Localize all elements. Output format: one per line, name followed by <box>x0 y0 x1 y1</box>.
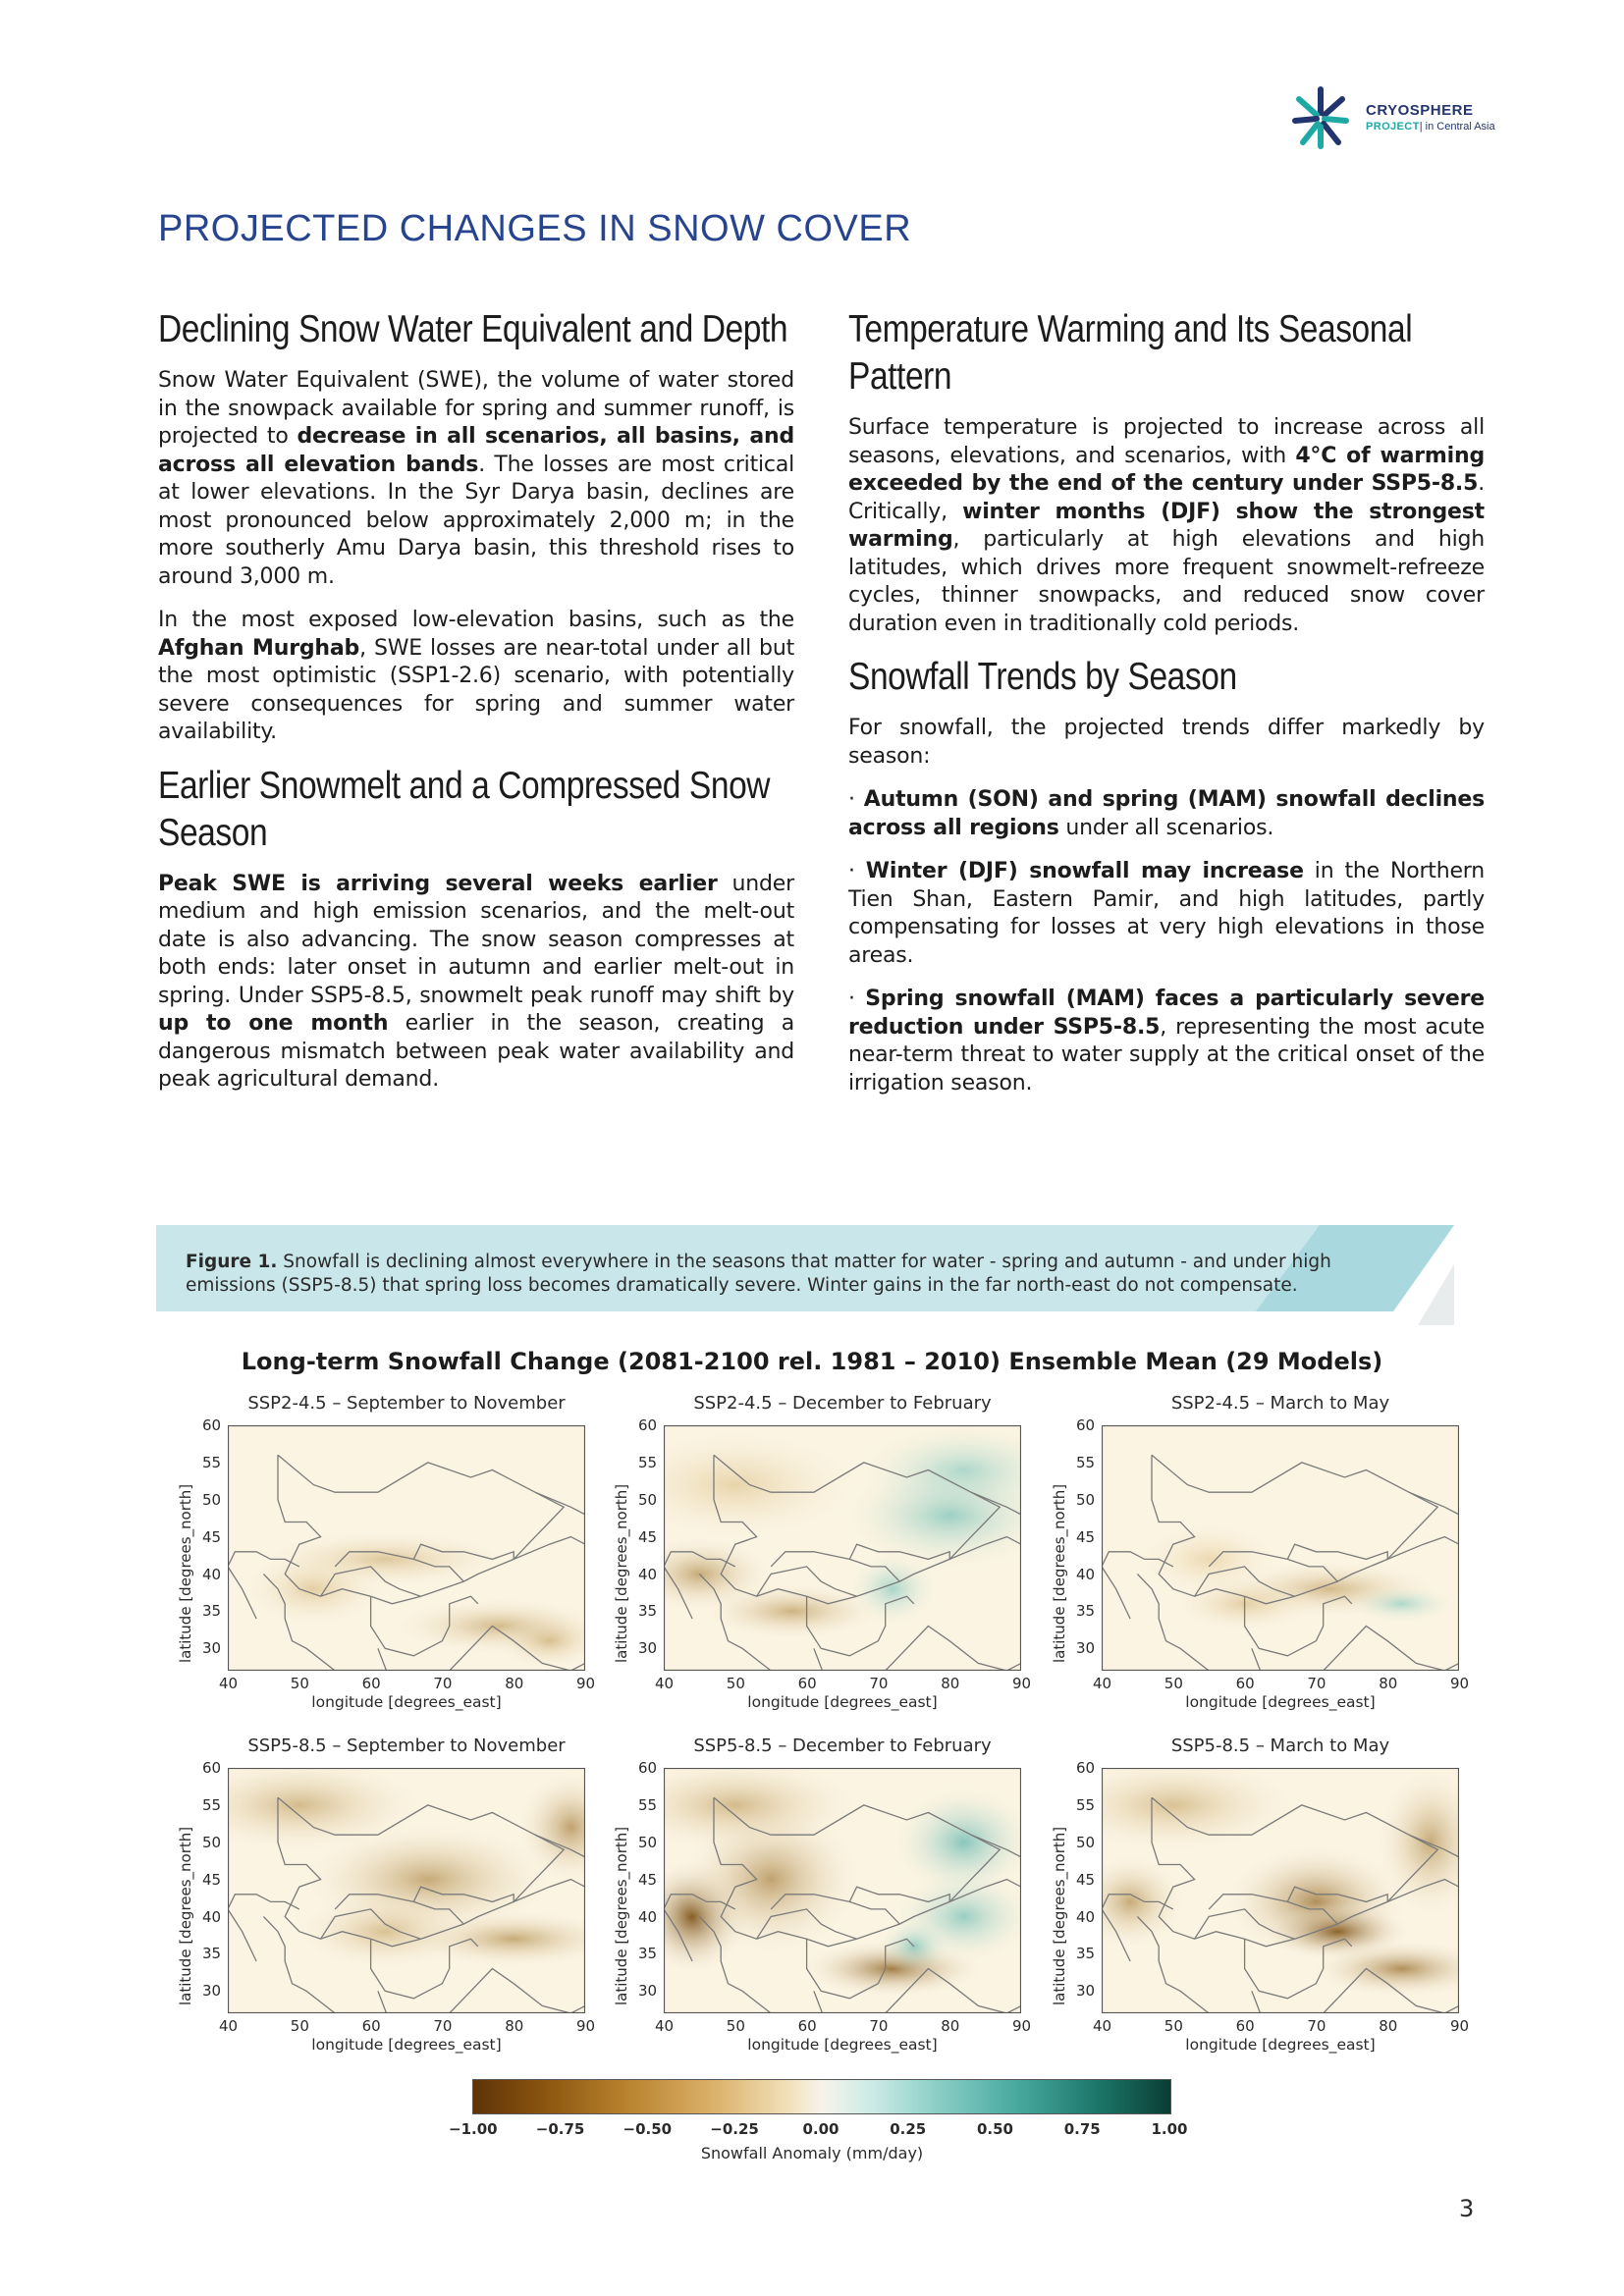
x-tick-label: 90 <box>1012 2017 1032 2035</box>
bullet-autumn-spring: · Autumn (SON) and spring (MAM) snowfall declines across all regions under all scenarios. <box>848 787 1485 840</box>
colorbar-tick-label: 1.00 <box>1151 2120 1188 2138</box>
x-tick-label: 60 <box>361 2017 381 2035</box>
page-title: PROJECTED CHANGES IN SNOW COVER <box>158 208 912 249</box>
x-tick-label: 70 <box>869 2017 889 2035</box>
x-tick-label: 80 <box>941 2017 960 2035</box>
y-tick-label: 40 <box>202 1907 222 1926</box>
figure-caption-banner <box>156 1225 1454 1318</box>
x-tick-label: 40 <box>1093 1675 1112 1692</box>
snowfall-map-panel <box>1102 1768 1459 2013</box>
colorbar-label: Snowfall Anomaly (mm/day) <box>700 2144 924 2163</box>
x-tick-label: 80 <box>941 1675 960 1692</box>
x-axis-label: longitude [degrees_east] <box>311 1693 502 1711</box>
y-tick-label: 55 <box>1076 1795 1096 1814</box>
anomaly-shading <box>293 1893 478 1970</box>
x-tick-label: 80 <box>505 1675 524 1692</box>
y-tick-label: 55 <box>202 1453 222 1471</box>
snowfall-map-panel <box>228 1768 585 2013</box>
anomaly-shading <box>877 1917 951 1975</box>
y-tick-label: 30 <box>202 1639 222 1658</box>
y-tick-label: 45 <box>1076 1527 1096 1546</box>
y-tick-label: 50 <box>638 1490 658 1509</box>
colorbar <box>472 2079 1171 2114</box>
y-tick-label: 45 <box>202 1527 222 1546</box>
colorbar-tick-label: −0.75 <box>535 2120 585 2138</box>
x-tick-label: 70 <box>869 1675 889 1692</box>
panel-title: SSP2-4.5 – December to February <box>693 1393 992 1414</box>
panel-title: SSP2-4.5 – March to May <box>1170 1393 1390 1414</box>
y-tick-label: 55 <box>1076 1453 1096 1471</box>
logo-region: | in Central Asia <box>1419 121 1495 133</box>
y-tick-label: 60 <box>202 1759 222 1777</box>
colorbar-tick-label: −0.25 <box>710 2120 759 2138</box>
y-tick-label: 50 <box>638 1833 658 1851</box>
x-tick-label: 60 <box>797 1675 817 1692</box>
snowflake-logo-icon <box>1289 83 1352 150</box>
y-tick-label: 40 <box>638 1907 658 1926</box>
y-tick-label: 40 <box>1076 1907 1096 1926</box>
y-tick-label: 35 <box>638 1945 658 1963</box>
section-heading-temperature: Temperature Warming and Its Seasonal Pattern <box>848 308 1413 398</box>
y-tick-label: 45 <box>1076 1870 1096 1889</box>
x-tick-label: 50 <box>726 2017 745 2035</box>
x-tick-label: 80 <box>1379 2017 1398 2035</box>
y-axis-label: latitude [degrees_north] <box>177 1483 194 1663</box>
x-tick-label: 60 <box>797 2017 817 2035</box>
x-tick-label: 70 <box>1307 1675 1326 1692</box>
x-tick-label: 90 <box>1012 1675 1032 1692</box>
y-axis-label: latitude [degrees_north] <box>1051 1826 1068 2005</box>
paragraph-swe-1: Snow Water Equivalent (SWE), the volume of water stored in the snowpack available for spring and summer runoff, is projected to decrease in all scenarios, all basins, and across all elevation bands. The losses are most critical at lower elevations. In the Syr Darya basin, declines are most pronounced below approximately 2,000 m; in the more southerly Amu Darya basin, this threshold rises to around 3,000 m. <box>158 368 795 589</box>
x-tick-label: 90 <box>1450 2017 1470 2035</box>
x-axis-label: longitude [degrees_east] <box>1185 2036 1376 2054</box>
paragraph-snowfall-intro: For snowfall, the projected trends differ markedly by season: <box>848 716 1485 769</box>
y-tick-label: 40 <box>638 1565 658 1583</box>
x-tick-label: 40 <box>219 2017 239 2035</box>
y-tick-label: 35 <box>1076 1945 1096 1963</box>
x-tick-label: 90 <box>576 1675 596 1692</box>
colorbar-tick-label: 0.00 <box>802 2120 839 2138</box>
x-axis-label: longitude [degrees_east] <box>311 2036 502 2054</box>
x-tick-label: 70 <box>1307 2017 1326 2035</box>
left-column <box>158 306 794 1110</box>
project-logo <box>1289 83 1515 150</box>
y-tick-label: 30 <box>638 1639 658 1658</box>
bullet-winter: · Winter (DJF) snowfall may increase in the Northern Tien Shan, Eastern Pamir, and high latitudes, partly compensating for losses at very high elevations in those areas. <box>848 859 1486 968</box>
y-tick-label: 50 <box>202 1833 222 1851</box>
y-tick-label: 40 <box>1076 1565 1096 1583</box>
x-tick-label: 70 <box>433 2017 453 2035</box>
y-tick-label: 40 <box>202 1565 222 1583</box>
y-axis-label: latitude [degrees_north] <box>1051 1483 1068 1663</box>
y-tick-label: 45 <box>638 1527 658 1546</box>
snowfall-map-panel <box>228 1425 585 1671</box>
x-tick-label: 70 <box>433 1675 453 1692</box>
y-tick-label: 35 <box>202 1945 222 1963</box>
x-axis-label: longitude [degrees_east] <box>747 1693 938 1711</box>
figure-title: Long-term Snowfall Change (2081-2100 rel. 1981 – 2010) Ensemble Mean (29 Models) <box>241 1348 1383 1375</box>
x-tick-label: 50 <box>1164 1675 1183 1692</box>
x-tick-label: 60 <box>1235 2017 1255 2035</box>
x-tick-label: 60 <box>361 1675 381 1692</box>
colorbar-tick-label: 0.75 <box>1063 2120 1101 2138</box>
paragraph-swe-2: In the most exposed low-elevation basins, such as the Afghan Murghab, SWE losses are near-total under all but the most optimistic (SSP1-2.6) scenario, with potentially severe consequences for spring and summer water availability. <box>158 608 794 744</box>
y-tick-label: 60 <box>638 1759 658 1777</box>
right-column <box>848 306 1485 1113</box>
panel-title: SSP5-8.5 – December to February <box>693 1735 992 1756</box>
y-axis-label: latitude [degrees_north] <box>613 1826 630 2005</box>
snowfall-map-panel <box>664 1425 1021 1671</box>
y-tick-label: 55 <box>202 1795 222 1814</box>
x-tick-label: 90 <box>1450 1675 1470 1692</box>
panel-title: SSP5-8.5 – March to May <box>1170 1735 1390 1756</box>
y-tick-label: 30 <box>1076 1639 1096 1658</box>
anomaly-shading <box>846 1550 940 1628</box>
y-axis-label: latitude [degrees_north] <box>613 1483 630 1663</box>
paragraph-snowmelt: Peak SWE is arriving several weeks earlier under medium and high emission scenarios, and the melt-out date is also advancing. The snow season compresses at both ends: later onset in autumn and earlier melt-out in spring. Under SSP5-8.5, snowmelt peak runoff may shift by up to one month earlier in the season, creating a dangerous mismatch between peak water availability and peak agricultural demand. <box>158 871 794 1092</box>
y-tick-label: 60 <box>1076 1416 1096 1434</box>
y-axis-label: latitude [degrees_north] <box>177 1826 194 2005</box>
logo-text-line1: CRYOSPHERE <box>1366 102 1474 119</box>
section-heading-swe: Declining Snow Water Equivalent and Depth <box>158 308 788 350</box>
y-tick-label: 30 <box>202 1982 222 2001</box>
y-tick-label: 30 <box>638 1982 658 2001</box>
x-tick-label: 80 <box>505 2017 524 2035</box>
x-tick-label: 50 <box>1164 2017 1183 2035</box>
paragraph-temperature: Surface temperature is projected to increase across all seasons, elevations, and scenarios, with 4°C of warming exceeded by the end of the century under SSP5-8.5. Critically, winter months (DJF) show the strongest warming, particularly at high elevations and high latitudes, which drives more frequent snowmelt-refreeze cycles, thinner snowpacks, and reduced snow cover duration even in traditionally cold periods. <box>848 415 1485 636</box>
x-tick-label: 40 <box>655 1675 675 1692</box>
x-tick-label: 40 <box>219 1675 239 1692</box>
anomaly-shading <box>240 1550 388 1628</box>
y-tick-label: 60 <box>202 1416 222 1434</box>
x-tick-label: 40 <box>1093 2017 1112 2035</box>
colorbar-tick-label: 0.25 <box>890 2120 927 2138</box>
y-tick-label: 35 <box>638 1602 658 1621</box>
y-tick-label: 35 <box>202 1602 222 1621</box>
y-tick-label: 50 <box>1076 1833 1096 1851</box>
panel-title: SSP5-8.5 – September to November <box>247 1735 566 1756</box>
section-heading-snowfall: Snowfall Trends by Season <box>848 656 1237 698</box>
x-tick-label: 60 <box>1235 1675 1255 1692</box>
figure-caption: Figure 1. Snowfall is declining almost everywhere in the seasons that matter for water - spring and autumn - and under high emissions (SSP5-8.5) that spring loss becomes dramatically severe. Winter gains in the far north-east do not compensate. <box>186 1252 1331 1296</box>
y-tick-label: 55 <box>638 1453 658 1471</box>
logo-text-line2 <box>1366 121 1495 133</box>
x-tick-label: 90 <box>576 2017 596 2035</box>
y-tick-label: 45 <box>638 1870 658 1889</box>
x-tick-label: 50 <box>290 2017 309 2035</box>
y-tick-label: 45 <box>202 1870 222 1889</box>
panel-title: SSP2-4.5 – September to November <box>247 1393 566 1414</box>
y-tick-label: 30 <box>1076 1982 1096 2001</box>
colorbar-tick-label: −0.50 <box>623 2120 673 2138</box>
y-tick-label: 55 <box>638 1795 658 1814</box>
page-number: 3 <box>1459 2195 1475 2222</box>
snowfall-map-panel <box>1102 1425 1459 1671</box>
colorbar-tick-label: −1.00 <box>449 2120 498 2138</box>
x-tick-label: 80 <box>1379 1675 1398 1692</box>
snowfall-map-panel <box>664 1768 1021 2013</box>
section-heading-snowmelt: Earlier Snowmelt and a Compressed Snow Season <box>158 764 771 854</box>
x-tick-label: 50 <box>290 1675 309 1692</box>
y-tick-label: 60 <box>1076 1759 1096 1777</box>
x-tick-label: 40 <box>655 2017 675 2035</box>
x-tick-label: 50 <box>726 1675 745 1692</box>
anomaly-shading <box>1346 1584 1458 1623</box>
y-tick-label: 60 <box>638 1416 658 1434</box>
x-axis-label: longitude [degrees_east] <box>747 2036 938 2054</box>
logo-project-word: PROJECT <box>1366 121 1420 133</box>
bullet-spring-ssp585: · Spring snowfall (MAM) faces a particularly severe reduction under SSP5-8.5, representing the most acute near-term threat to water supply at the critical onset of the irrigation season. <box>848 987 1486 1095</box>
y-tick-label: 35 <box>1076 1602 1096 1621</box>
x-axis-label: longitude [degrees_east] <box>1185 1693 1376 1711</box>
colorbar-tick-label: 0.50 <box>976 2120 1013 2138</box>
y-tick-label: 50 <box>1076 1490 1096 1509</box>
y-tick-label: 50 <box>202 1490 222 1509</box>
